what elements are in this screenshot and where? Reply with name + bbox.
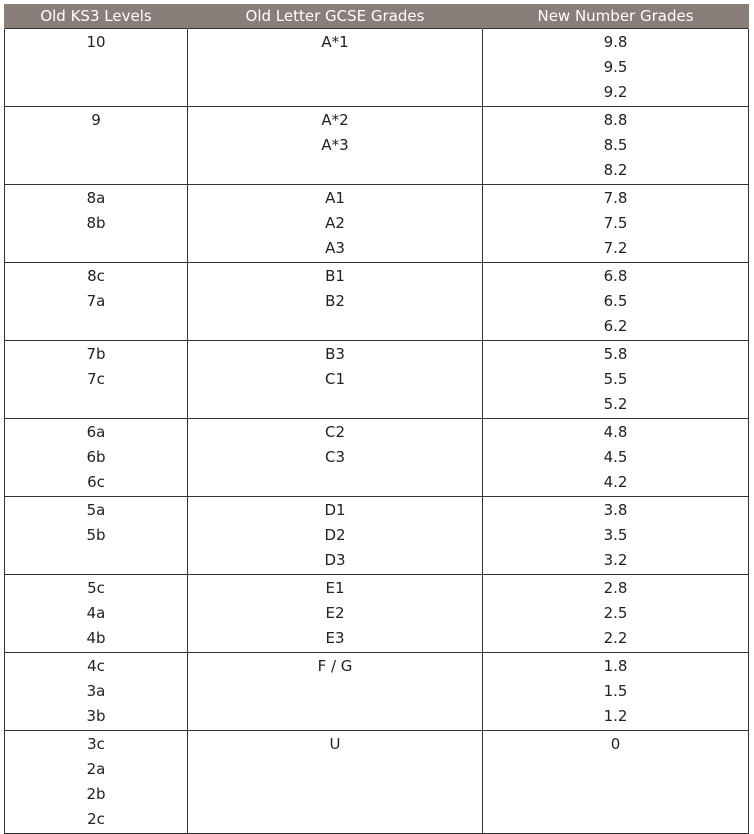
ks3-level-cell [5,29,188,107]
ks3-level-cell [5,341,188,419]
ks3-level-value: 3c [87,735,105,753]
gcse-grade-value: E1 [325,579,345,597]
ks3-level-value: 6b [86,448,106,466]
gcse-grade-cell [188,419,483,497]
number-grade-cell [483,107,749,185]
ks3-level-value: 3a [86,682,106,700]
gcse-grade-cell [188,575,483,653]
number-grade-value: 4.5 [603,448,628,466]
gcse-grade-value: B3 [325,345,345,363]
number-grade-value: 4.8 [603,423,628,441]
ks3-level-cell [5,185,188,263]
number-grade-value: 9.5 [603,58,628,76]
number-grade-value: 7.2 [603,239,628,257]
number-grade-value: 9.8 [603,33,628,51]
gcse-grade-cell [188,497,483,575]
number-grade-value: 9.2 [603,83,628,101]
table-row [5,107,749,185]
ks3-level-value: 5a [86,501,106,519]
number-grade-cell [483,731,749,834]
ks3-level-cell [5,731,188,834]
number-grade-cell [483,497,749,575]
gcse-grade-value: D2 [324,526,346,544]
table-row [5,263,749,341]
ks3-level-value: 9 [91,111,101,129]
number-grade-value: 7.5 [603,214,628,232]
gcse-grade-cell [188,107,483,185]
number-grade-cell [483,263,749,341]
table-row [5,29,749,107]
number-grade-value: 5.2 [603,395,628,413]
number-grade-value: 5.8 [603,345,628,363]
gcse-grade-value: A1 [325,189,345,207]
table-row [5,731,749,834]
grade-conversion-table [4,4,749,834]
ks3-level-value: 4b [86,629,106,647]
number-grade-cell [483,419,749,497]
number-grade-value: 5.5 [603,370,628,388]
ks3-level-cell [5,653,188,731]
gcse-grade-value: B1 [325,267,345,285]
gcse-grade-value: A*1 [321,33,349,51]
ks3-level-value: 7b [86,345,106,363]
number-grade-cell [483,575,749,653]
gcse-grade-value: A*2 [321,111,349,129]
number-grade-value: 2.2 [603,629,628,647]
table-row [5,653,749,731]
ks3-level-value: 5b [86,526,106,544]
ks3-level-value: 7a [86,292,106,310]
number-grade-value: 1.8 [603,657,628,675]
ks3-level-value: 6a [86,423,106,441]
number-grade-value: 3.8 [603,501,628,519]
gcse-grade-cell [188,185,483,263]
ks3-level-value: 3b [86,707,106,725]
gcse-grade-value: E2 [325,604,345,622]
gcse-grade-cell [188,29,483,107]
ks3-level-cell [5,497,188,575]
number-grade-value: 8.2 [603,161,628,179]
table-row [5,497,749,575]
gcse-grade-value: A3 [325,239,345,257]
ks3-level-cell [5,419,188,497]
number-grade-value: 6.5 [603,292,628,310]
ks3-level-value: 7c [87,370,105,388]
ks3-level-value: 6c [87,473,105,491]
ks3-level-value: 8a [86,189,106,207]
gcse-grade-value: D3 [324,551,346,569]
gcse-grade-value: U [329,735,341,753]
table-row [5,419,749,497]
header-number-grades: New Number Grades [483,4,749,29]
ks3-level-value: 5c [87,579,105,597]
ks3-level-value: 4c [87,657,105,675]
table-row [5,575,749,653]
table-body [5,29,749,834]
gcse-grade-value: D1 [324,501,346,519]
gcse-grade-value: F / G [317,657,353,675]
number-grade-value: 1.2 [603,707,628,725]
ks3-level-value: 8c [87,267,105,285]
number-grade-value: 2.8 [603,579,628,597]
number-grade-cell [483,653,749,731]
gcse-grade-cell [188,263,483,341]
ks3-level-cell [5,107,188,185]
ks3-level-cell [5,575,188,653]
gcse-grade-cell [188,341,483,419]
gcse-grade-value: B2 [325,292,345,310]
number-grade-value: 7.8 [603,189,628,207]
gcse-grade-value: A2 [325,214,345,232]
gcse-grade-cell [188,731,483,834]
table-row [5,341,749,419]
number-grade-value: 8.5 [603,136,628,154]
number-grade-value: 2.5 [603,604,628,622]
number-grade-value: 6.8 [603,267,628,285]
table-header-row [5,4,749,29]
ks3-level-value: 8b [86,214,106,232]
number-grade-value: 8.8 [603,111,628,129]
table-row [5,185,749,263]
gcse-grade-value: C2 [324,423,346,441]
number-grade-cell [483,341,749,419]
gcse-grade-cell [188,653,483,731]
ks3-level-value: 4a [86,604,106,622]
header-gcse-grades: Old Letter GCSE Grades [188,4,483,29]
number-grade-value: 6.2 [603,317,628,335]
number-grade-value: 1.5 [603,682,628,700]
ks3-level-value: 10 [86,33,106,51]
number-grade-cell [483,185,749,263]
ks3-level-value: 2b [86,785,106,803]
number-grade-value: 3.2 [603,551,628,569]
number-grade-value: 0 [610,735,621,753]
ks3-level-value: 2a [86,760,106,778]
gcse-grade-value: A*3 [321,136,349,154]
header-ks3-levels: Old KS3 Levels [5,4,188,29]
number-grade-cell [483,29,749,107]
ks3-level-cell [5,263,188,341]
number-grade-value: 4.2 [603,473,628,491]
number-grade-value: 3.5 [603,526,628,544]
gcse-grade-value: E3 [325,629,345,647]
ks3-level-value: 2c [87,810,105,828]
gcse-grade-value: C1 [324,370,346,388]
gcse-grade-value: C3 [324,448,346,466]
